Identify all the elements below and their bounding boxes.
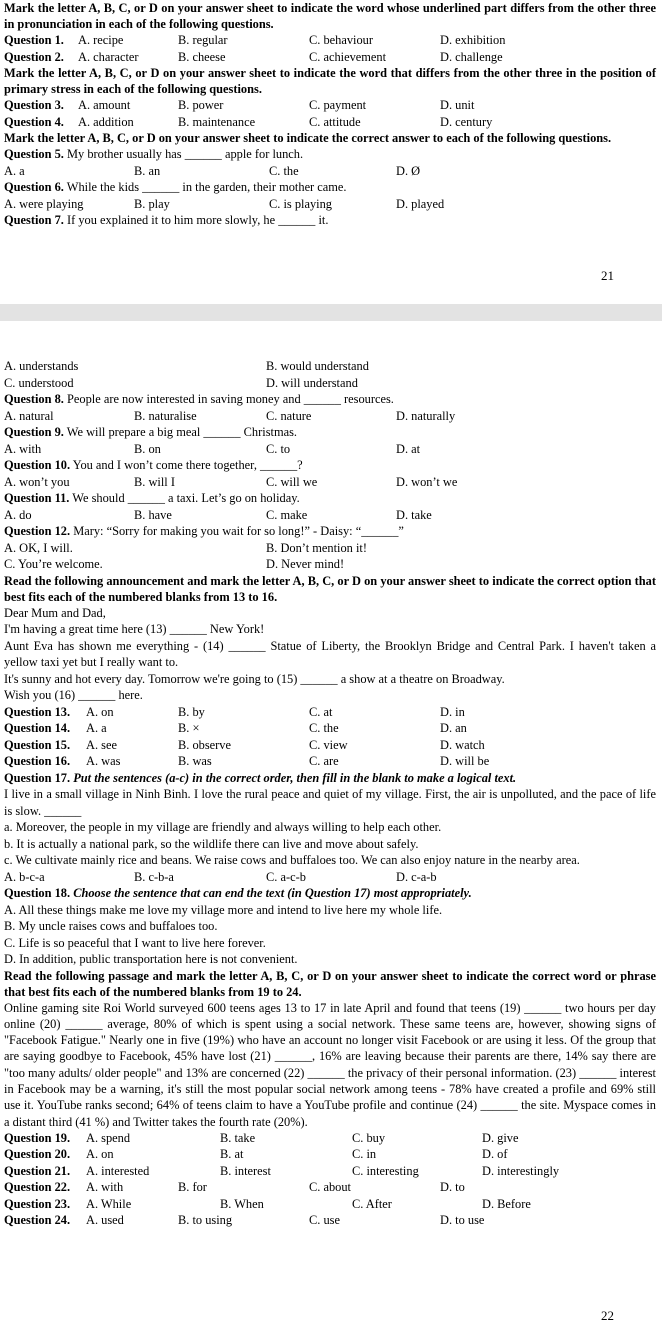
question-3: Question 3. A. amount B. power C. payment D. unit — [4, 98, 475, 112]
question-19: Question 19. A. spend B. take C. buy D. give — [4, 1130, 519, 1145]
question-8: Question 8. People are now interested in saving money and ______ resources. — [4, 392, 394, 406]
q18-option-d: D. In addition, public transportation here is not convenient. — [4, 952, 298, 966]
question-14: Question 14. A. a B. × C. the D. an — [4, 721, 467, 735]
letter-line-2: I'm having a great time here (13) ______ New York! — [4, 622, 265, 636]
section-4-instruction: Read the following announcement and mark the letter A, B, C, or D on your answer sheet to indicate the correct option that best fits each of the numbered blanks from 13 to 16. — [4, 573, 656, 604]
question-5: Question 5. My brother usually has ______ apple for lunch. — [4, 147, 304, 161]
question-11: Question 11. We should ______ a taxi. Let’s go on holiday. — [4, 491, 300, 505]
page-number: 21 — [601, 268, 614, 283]
question-4: Question 4. A. addition B. maintenance C. attitude D. century — [4, 114, 493, 129]
question-15: Question 15. A. see B. observe C. view D. watch — [4, 737, 485, 752]
letter-line-3: Aunt Eva has shown me everything - (14) ______ Statue of Liberty, the Brooklyn Bridge and Central Park. I haven't taken a yellow taxi yet but I really want to. — [4, 638, 656, 669]
page-number: 22 — [601, 1307, 614, 1323]
question-24: Question 24. A. used B. to using C. use D. to use — [4, 1213, 485, 1228]
q2-option-a: A. character — [78, 49, 139, 64]
question-12-options-row2: C. You’re welcome. D. Never mind! — [4, 557, 345, 571]
q1-option-d: D. exhibition — [440, 33, 506, 47]
q2-option-b: B. cheese — [178, 49, 226, 64]
question-11-options: A. do B. have C. make D. take — [4, 507, 432, 522]
page-gap — [0, 304, 662, 321]
q17-text: I live in a small village in Ninh Binh. I love the rural peace and quiet of my village. First, the air is unpolluted, and the pace of life is slow. ______ — [4, 787, 656, 818]
question-18: Question 18. Choose the sentence that can end the text (in Question 17) most appropriately. — [4, 886, 472, 900]
question-16: Question 16. A. was B. was C. are D. will be — [4, 754, 490, 768]
question-1: Question 1. A. recipe B. regular C. behaviour D. exhibition — [4, 33, 506, 47]
q1-option-c: C. behaviour — [309, 33, 374, 47]
q17-sentence-c: c. We cultivate mainly rice and beans. We raise cows and buffaloes too. We can also enjoy nature in the nearby area. — [4, 853, 580, 867]
q18-option-c: C. Life is so peaceful that I want to live here forever. — [4, 935, 266, 950]
question-10-options: A. won’t you B. will I C. will we D. won’t we — [4, 474, 458, 489]
page-21 — [0, 0, 662, 304]
question-9: Question 9. We will prepare a big meal ______ Christmas. — [4, 425, 298, 439]
question-21: Question 21. A. interested B. interest C. interesting D. interestingly — [4, 1163, 560, 1178]
question-5-options: A. a B. an C. the D. Ø — [4, 163, 421, 178]
question-6-options: A. were playing B. play C. is playing D. played — [4, 196, 445, 211]
q17-sentence-a: a. Moreover, the people in my village are friendly and always willing to help each other. — [4, 820, 442, 834]
question-9-options: A. with B. on C. to D. at — [4, 441, 421, 456]
letter-line-4: It's sunny and hot every day. Tomorrow we're going to (15) ______ a show at a theatre on Broadway. — [4, 671, 505, 686]
q18-option-b: B. My uncle raises cows and buffaloes too. — [4, 919, 218, 933]
question-6: Question 6. While the kids ______ in the garden, their mother came. — [4, 180, 347, 194]
question-20: Question 20. A. on B. at C. in D. of — [4, 1147, 508, 1162]
q1-option-b: B. regular — [178, 33, 228, 47]
question-23: Question 23. A. While B. When C. After D. Before — [4, 1196, 531, 1211]
question-17: Question 17. Put the sentences (a-c) in the correct order, then fill in the blank to make a logical text. — [4, 770, 517, 785]
question-22: Question 22. A. with B. for C. about D. to — [4, 1180, 465, 1195]
q18-option-a: A. All these things make me love my village more and intend to live here my whole life. — [4, 902, 443, 917]
question-7-options-row2: C. understood D. will understand — [4, 375, 358, 390]
letter-line-1: Dear Mum and Dad, — [4, 605, 106, 620]
question-13: Question 13. A. on B. by C. at D. in — [4, 704, 465, 719]
question-12: Question 12. Mary: “Sorry for making you wait for so long!” - Daisy: “______” — [4, 524, 404, 538]
letter-line-5: Wish you (16) ______ here. — [4, 688, 143, 702]
q1-option-a: A. recipe — [78, 33, 124, 47]
question-7-options-row1: A. understands B. would understand — [4, 359, 369, 373]
section-1-instruction: Mark the letter A, B, C, or D on your answer sheet to indicate the word whose underlined part differs from the other three in pronunciation in each of the following questions. — [4, 1, 656, 31]
section-5-instruction: Read the following passage and mark the letter A, B, C, or D on your answer sheet to indicate the correct word or phrase that best fits each of the numbered blanks from 19 to 24. — [4, 968, 656, 999]
q2-option-d: D. challenge — [440, 49, 503, 64]
question-17-options: A. b-c-a B. c-b-a C. a-c-b D. c-a-b — [4, 869, 437, 884]
section-3-instruction: Mark the letter A, B, C, or D on your answer sheet to indicate the correct answer to each of the following questions. — [4, 131, 612, 145]
question-12-options-row1: A. OK, I will. B. Don’t mention it! — [4, 540, 367, 555]
question-7: Question 7. If you explained it to him more slowly, he ______ it. — [4, 213, 329, 227]
q17-sentence-b: b. It is actually a national park, so the wildlife there can live and move about safely. — [4, 836, 419, 851]
page-22 — [0, 321, 662, 1328]
q2-option-c: C. achievement — [309, 49, 387, 64]
question-8-options: A. natural B. naturalise C. nature D. naturally — [4, 408, 456, 423]
question-2: Question 2. A. character B. cheese C. achievement D. challenge — [4, 49, 503, 64]
question-10: Question 10. You and I won’t come there together, ______? — [4, 458, 303, 472]
section-2-instruction: Mark the letter A, B, C, or D on your answer sheet to indicate the word that differs from the other three in the position of primary stress in each of the following questions. — [4, 66, 656, 96]
reading-passage: Online gaming site Roi World surveyed 600 teens ages 13 to 17 in late April and found that teens (19) ______ two hours per day online (20) ______ average, 80% of which is spent using a social network. These same teens are, however, showing signs of "Facebook Fatigue." Nearly one in five (19%) who have an account no longer visit Facebook or are using it less. Of the group that are saying goodbye to Facebook, 45% have lost (21) ______, 16% are leaving because their parents are there, 14% say there are "too many adults/ older people" and 13% are concerned (22) ______ the privacy of their personal information. (23) ______ interest in Facebook may be a warning, it's still the most popular social network among teens - 78% have created a profile and 69% still use it. YouTube ranks second; 64% of teens claim to have a YouTube profile and continue (24) ______ the site. Myspace comes in a distant third (41 %) and Twitter takes the fourth rate (20%). — [4, 1000, 656, 1129]
